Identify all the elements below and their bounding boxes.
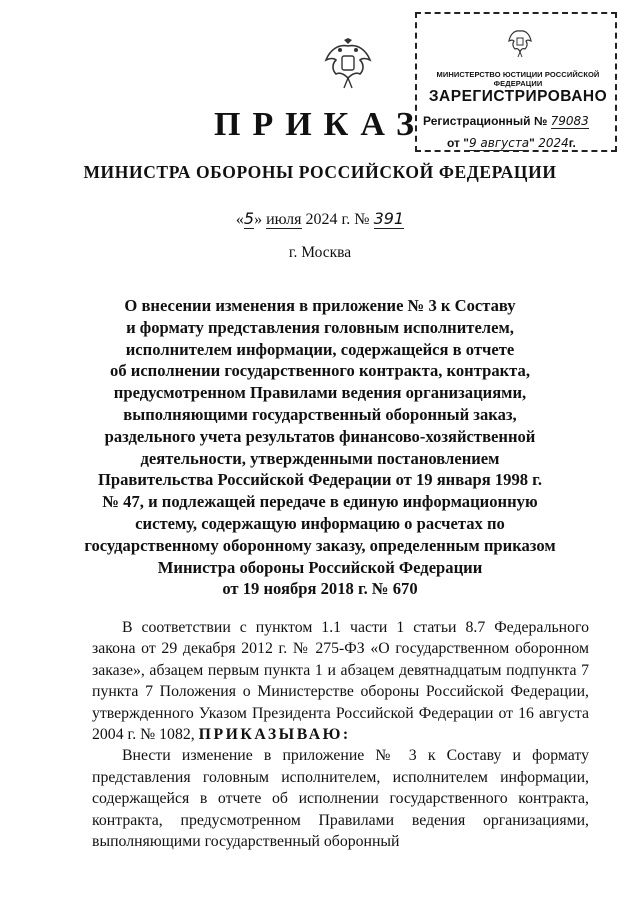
- heading-line: систему, содержащую информацию о расчетах по: [135, 513, 505, 533]
- stamp-registration-number: [423, 114, 617, 128]
- stamp-date-prefix: от ": [447, 136, 469, 150]
- date-month: июля: [266, 211, 302, 228]
- document-city: г. Москва: [288, 244, 352, 261]
- registration-stamp: [415, 12, 617, 152]
- stamp-date-value: 9 августа: [468, 136, 530, 150]
- heading-line: № 47, и подлежащей передаче в единую информационную: [102, 492, 538, 512]
- stamp-ministry: МИНИСТЕРСТВО ЮСТИЦИИ РОССИЙСКОЙ ФЕДЕРАЦИИ: [436, 70, 600, 88]
- heading-line: О внесении изменения в приложение № 3 к Составу: [124, 296, 516, 315]
- heading-line: и формату представления головным исполнителем,: [126, 317, 514, 337]
- date-open-quote: «: [235, 211, 244, 228]
- date-close-quote: »: [254, 211, 263, 228]
- heading-line: от 19 ноября 2018 г. № 670: [222, 579, 418, 599]
- stamp-registration-date: от "9 августа" 2024г.: [447, 136, 576, 150]
- stamp-regno-label: Регистрационный №: [423, 114, 548, 128]
- document-heading: [70, 295, 570, 600]
- double-headed-eagle-emblem-icon: [320, 36, 376, 92]
- stamp-date-suffix: г.: [568, 136, 576, 150]
- heading-line: исполнителем информации, содержащейся в отчете: [125, 339, 515, 359]
- heading-line: выполняющими государственный оборонный заказ,: [123, 404, 517, 424]
- date-day: 5: [243, 209, 255, 228]
- heading-line: об исполнении государственного контракта, контракта,: [110, 361, 530, 381]
- document-subtitle: МИНИСТРА ОБОРОНЫ РОССИЙСКОЙ ФЕДЕРАЦИИ: [83, 162, 557, 182]
- date-year: 2024 г.: [305, 211, 351, 228]
- paragraph-text: В соответствии с пунктом 1.1 части 1 статьи 8.7 Федерального закона от 29 декабря 2012 г. № 275-ФЗ «О государственном оборонном заказе», абзацем первым пункта 1 и абзацем девятнадцатым подпункта 7 пункта 7 Положения о Министерстве обороны Российской Федерации, утвержденного Указом Президента Российской Федерации от 16 августа 2004 г. № 1082,: [92, 619, 589, 744]
- stamp-registered: ЗАРЕГИСТРИРОВАНО: [428, 88, 608, 105]
- heading-line: предусмотренном Правилами ведения организациями,: [113, 383, 527, 403]
- document-date-number: [150, 209, 490, 229]
- number-value: 391: [373, 209, 405, 228]
- double-headed-eagle-emblem-icon: [507, 28, 533, 58]
- number-label: №: [354, 211, 370, 228]
- heading-line: Правительства Российской Федерации от 19 января 1998 г.: [98, 470, 542, 490]
- body-paragraph: [92, 617, 589, 745]
- stamp-regno-value: 79083: [550, 114, 589, 128]
- heading-line: деятельности, утвержденными постановлением: [140, 448, 500, 468]
- heading-line: государственному оборонному заказу, определенным приказом: [84, 535, 556, 555]
- body-paragraph: Внести изменение в приложение № 3 к Составу и формату представления головным исполнителем, исполнителем информации, содержащейся в отчете об исполнении государственного контракта, контракта, предусмотренном Правилами ведения организациями, выполняющими государственный оборонный: [92, 747, 589, 851]
- order-word: ПРИКАЗЫВАЮ:: [198, 726, 351, 744]
- stamp-date-year: 2024: [538, 136, 569, 150]
- heading-line: раздельного учета результатов финансово-хозяйственной: [104, 426, 536, 446]
- document-body: [92, 617, 589, 852]
- heading-line: Министра обороны Российской Федерации: [157, 557, 483, 577]
- document-title: ПРИКАЗ: [214, 106, 426, 143]
